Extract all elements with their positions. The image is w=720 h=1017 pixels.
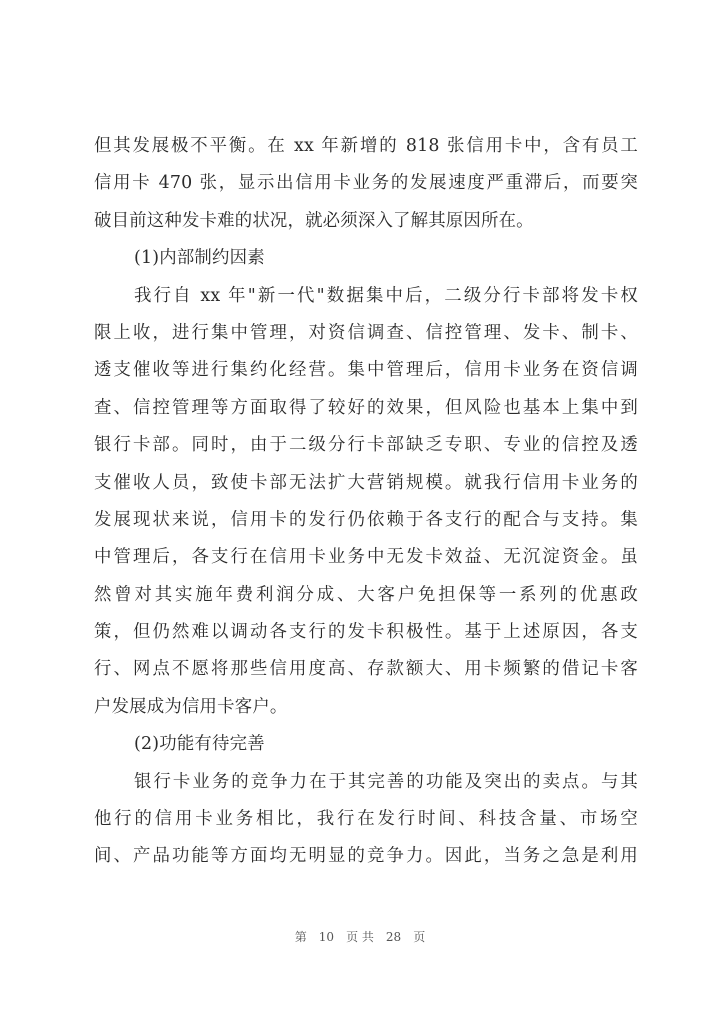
paragraph-line: 限上收，进行集中管理，对资信调查、信控管理、发卡、制卡、 [94,322,638,343]
paragraph-line: 发展现状来说，信用卡的发行仍依赖于各支行的配合与支持。集 [94,509,638,530]
footer-mid: 页 共 [346,930,374,944]
section-heading: (2)功能有待完善 [134,734,265,755]
footer-suffix: 页 [413,930,426,944]
paragraph-line: 户发展成为信用卡客户。 [94,696,288,717]
paragraph-line: 行、网点不愿将那些信用度高、存款额大、用卡频繁的借记卡客 [94,659,638,680]
footer-prefix: 第 [294,930,307,944]
paragraph-line: 策，但仍然难以调动各支行的发卡积极性。基于上述原因，各支 [94,622,638,643]
paragraph-line: 间、产品功能等方面均无明显的竞争力。因此，当务之急是利用 [94,846,638,867]
paragraph-line: 查、信控管理等方面取得了较好的效果，但风险也基本上集中到 [94,397,638,418]
paragraph-line: 然曾对其实施年费利润分成、大客户免担保等一系列的优惠政 [94,584,638,605]
total-pages-number: 28 [385,930,402,944]
document-body [94,128,638,876]
paragraph-line: 信用卡 470 张，显示出信用卡业务的发展速度严重滞后，而要突 [94,173,638,194]
current-page-number: 10 [318,930,335,944]
paragraph-line: 透支催收等进行集约化经营。集中管理后，信用卡业务在资信调 [94,360,638,381]
paragraph-line: 破目前这种发卡难的状况，就必须深入了解其原因所在。 [94,210,534,231]
paragraph-line: 他行的信用卡业务相比，我行在发行时间、科技含量、市场空 [94,809,638,830]
paragraph-line: 但其发展极不平衡。在 xx 年新增的 818 张信用卡中，含有员工 [94,136,638,156]
paragraph-line: 银行卡业务的竞争力在于其完善的功能及突出的卖点。与其 [134,771,638,792]
paragraph-line: 支催收人员，致使卡部无法扩大营销规模。就我行信用卡业务的 [94,472,638,493]
section-heading: (1)内部制约因素 [134,248,265,269]
page-footer [0,928,720,945]
paragraph-line: 中管理后，各支行在信用卡业务中无发卡效益、无沉淀资金。虽 [94,547,638,568]
paragraph-line: 我行自 xx 年"新一代"数据集中后，二级分行卡部将发卡权 [134,285,638,306]
paragraph-line: 银行卡部。同时，由于二级分行卡部缺乏专职、专业的信控及透 [94,435,638,456]
